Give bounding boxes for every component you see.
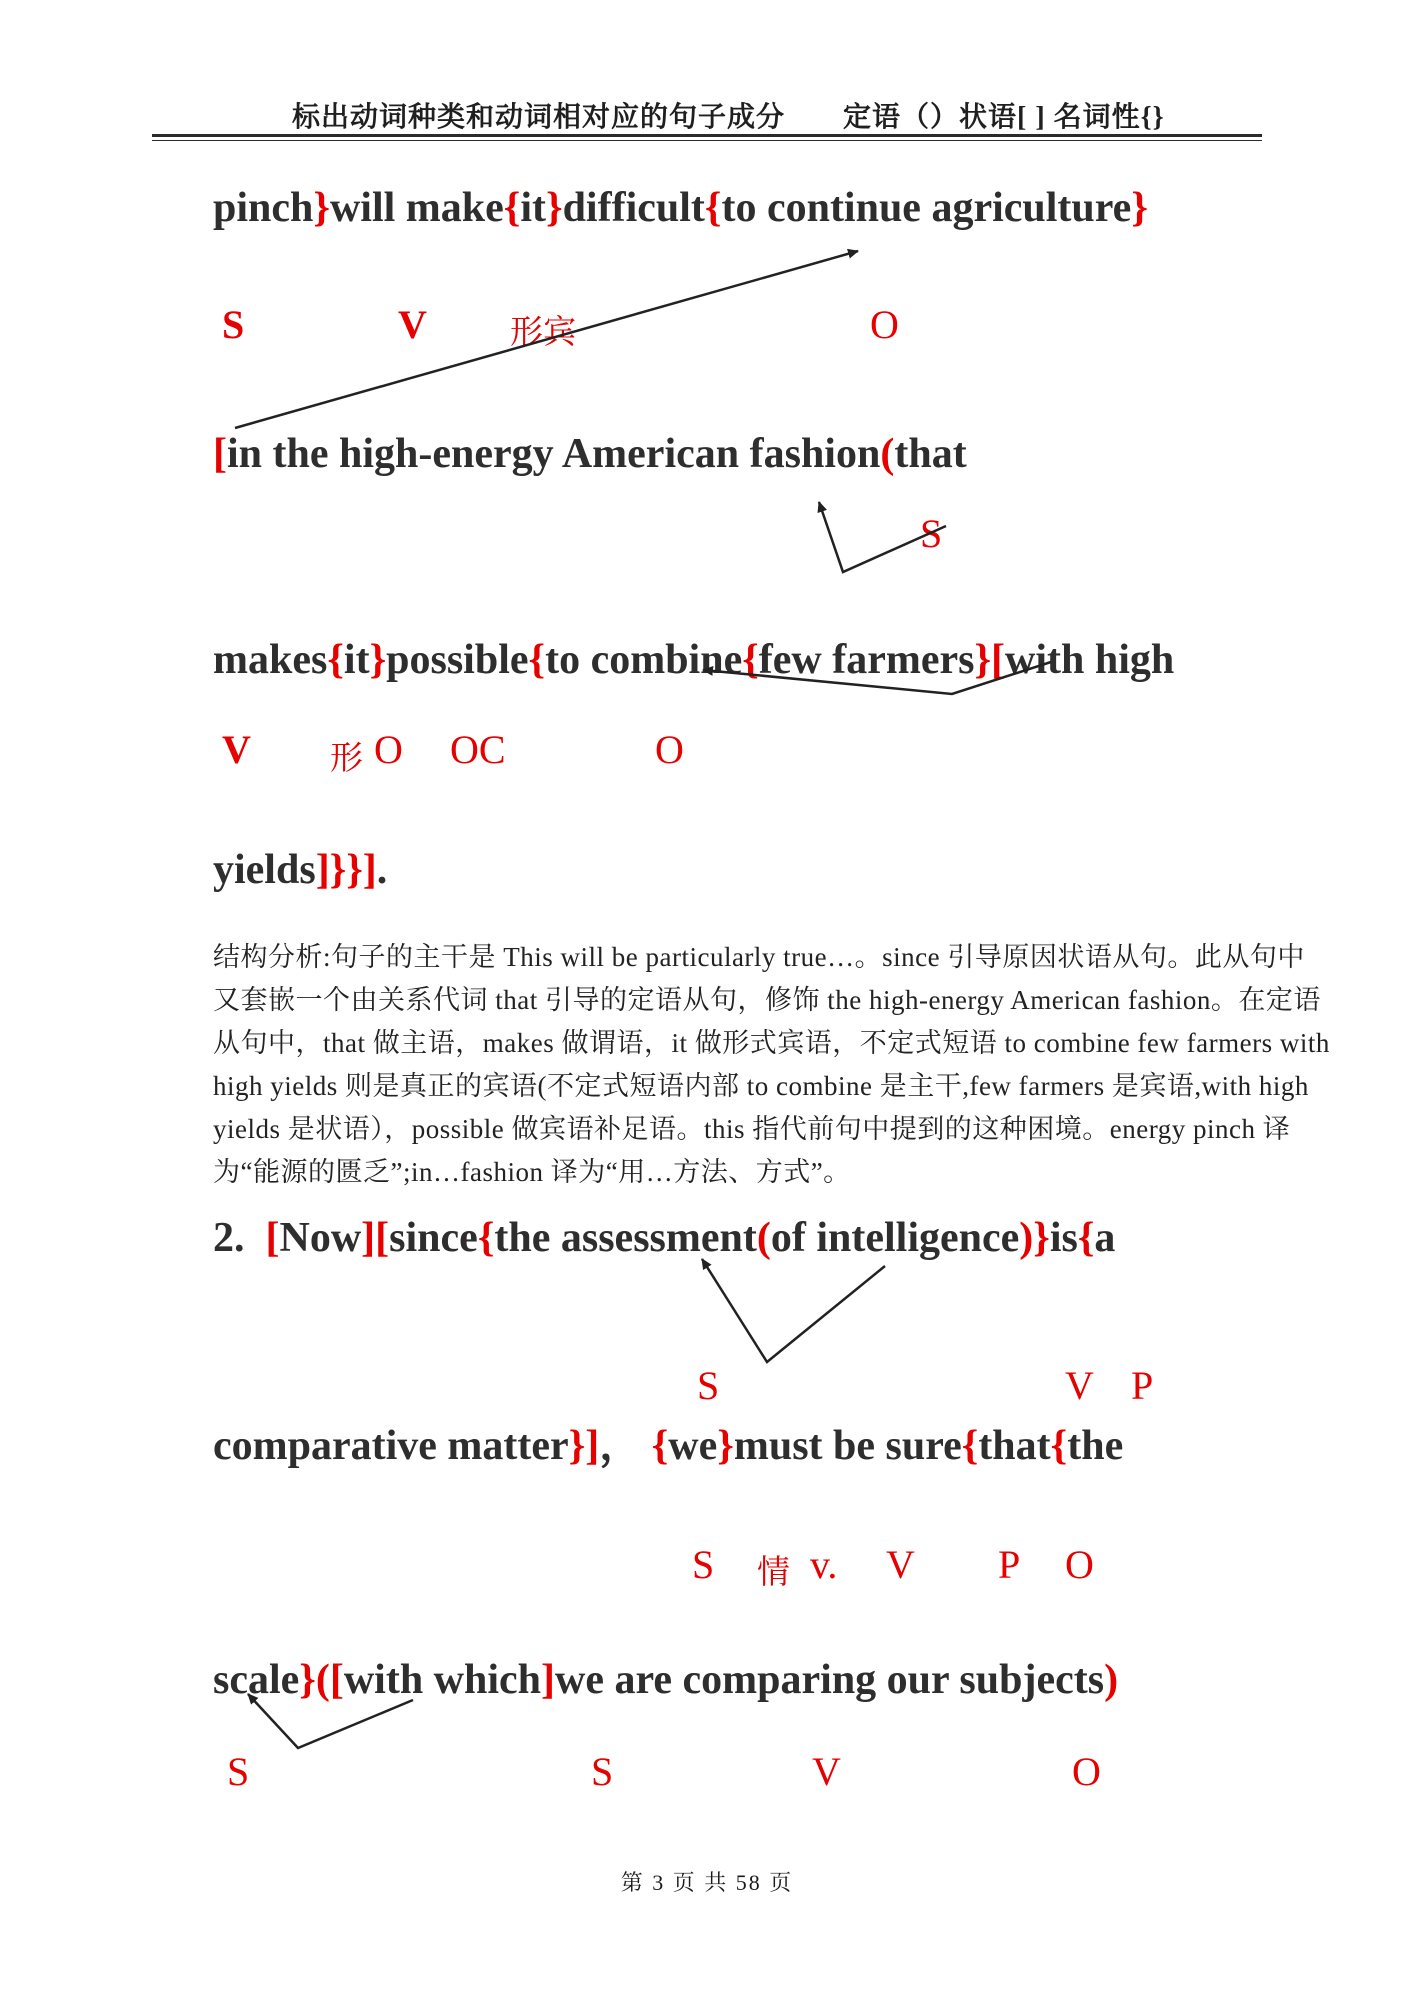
sentence1-line4: yields]}}].	[213, 847, 388, 893]
anno-we-subject2: S	[591, 1749, 614, 1794]
anno-sure-predicative: P	[998, 1542, 1021, 1587]
sentence1-line2: [in the high-energy American fashion(that	[213, 431, 967, 477]
anno-subjects-object: O	[1072, 1749, 1101, 1794]
anno-s2-predicative: P	[1131, 1363, 1154, 1408]
anno-be-verb: V	[886, 1542, 915, 1587]
anno-scale-subject: S	[227, 1749, 250, 1794]
anno-clause-object2: O	[655, 727, 684, 772]
analysis-line: 又套嵌一个由关系代词 that 引导的定语从句，修饰 the high-energy American fashion。在定语	[213, 985, 1321, 1015]
sentence1-line3: makes{it}possible{to combine{few farmers}[with high	[213, 637, 1175, 683]
anno-modal-cjk: 情	[757, 1555, 790, 1591]
anno-s1-subject: S	[222, 302, 245, 347]
analysis-line: 结构分析:句子的主干是 This will be particularly true…。since 引导原因状语从句。此从句中	[213, 942, 1305, 972]
sentence2-line3: scale}([with which]we are comparing our subjects)	[213, 1657, 1119, 1703]
header-rule-thin	[152, 140, 1262, 141]
sentence1-line1: pinch}will make{it}difficult{to continue agriculture}	[213, 185, 1148, 231]
header-left-title: 标出动词种类和动词相对应的句子成分	[292, 102, 786, 133]
anno-s1-formal-object: 形宾	[510, 315, 576, 351]
analysis-line: 为“能源的匮乏”;in…fashion 译为“用…方法、方式”。	[213, 1157, 851, 1187]
anno-we-subject: S	[692, 1542, 715, 1587]
anno-that-subject: S	[920, 511, 943, 556]
anno-s1-object: O	[870, 302, 899, 347]
header-rule-thick	[152, 134, 1262, 137]
anno-clause-verb: V	[222, 727, 251, 772]
analysis-line: yields 是状语），possible 做宾语补足语。this 指代前句中提到的这种困境。energy pinch 译	[213, 1114, 1291, 1144]
anno-s2-subject: S	[697, 1363, 720, 1408]
sentence2-line1: 2. [Now][since{the assessment(of intelligence)}is{a	[213, 1215, 1116, 1261]
page-number-footer: 第 3 页 共 58 页	[620, 1870, 794, 1895]
analysis-line: 从句中，that 做主语，makes 做谓语，it 做形式宾语，不定式短语 to combine few farmers with	[213, 1028, 1330, 1058]
anno-modal-v: v.	[810, 1542, 838, 1587]
arrow-intelligence-to-assessment	[702, 1259, 885, 1362]
anno-that-object: O	[1065, 1542, 1094, 1587]
anno-clause-object1: O	[374, 727, 403, 772]
anno-s1-verb: V	[398, 302, 427, 347]
anno-clause-object-complement: OC	[450, 727, 506, 772]
anno-comparing-verb: V	[812, 1749, 841, 1794]
header-right-legend: 定语（）状语[ ] 名词性{}	[843, 102, 1165, 133]
structure-analysis-paragraph	[213, 936, 1330, 1194]
analysis-line: high yields 则是真正的宾语(不定式短语内部 to combine 是主干,few farmers 是宾语,with high	[213, 1071, 1309, 1101]
anno-s2-verb: V	[1065, 1363, 1094, 1408]
anno-clause-formal: 形	[330, 741, 363, 777]
sentence2-line2: comparative matter}]， {we}must be sure{that{the	[213, 1423, 1124, 1469]
